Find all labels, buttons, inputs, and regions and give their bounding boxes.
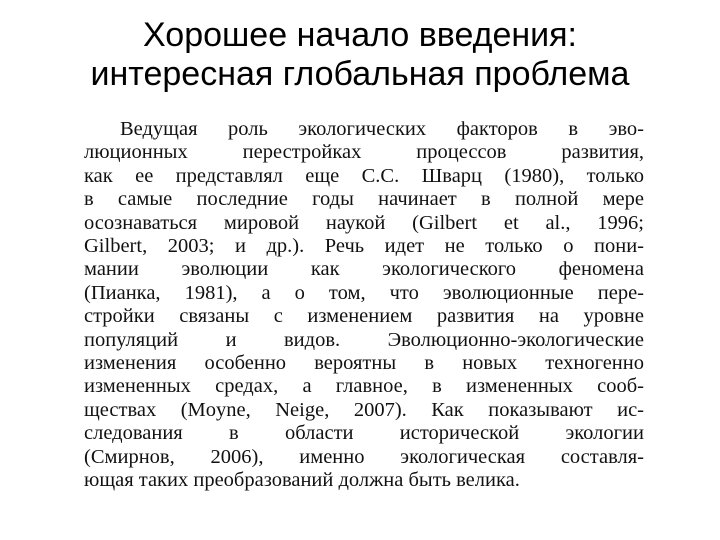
text-line: люционных перестройках процессов развития, bbox=[84, 141, 644, 164]
scanned-text-excerpt bbox=[84, 118, 644, 493]
text-line: измененных средах, а главное, в измененных сооб- bbox=[84, 375, 644, 398]
slide-title bbox=[0, 16, 720, 94]
slide-title-line-1: Хорошее начало введения: bbox=[143, 16, 577, 54]
text-line: изменения особенно вероятны в новых техногенно bbox=[84, 352, 644, 375]
text-line: мании эволюции как экологического феномена bbox=[84, 258, 644, 281]
text-line: ющая таких преобразований должна быть велика. bbox=[84, 469, 520, 492]
text-line: Ведущая роль экологических факторов в эво- bbox=[120, 118, 644, 140]
text-line: (Смирнов, 2006), именно экологическая составля- bbox=[84, 445, 644, 468]
text-line: популяций и видов. Эволюционно-экологические bbox=[84, 328, 644, 351]
text-line: осознаваться мировой наукой (Gilbert et al., 1996; bbox=[84, 211, 644, 234]
text-line: как ее представлял еще С.С. Шварц (1980), только bbox=[84, 164, 644, 187]
text-line: (Пианка, 1981), а о том, что эволюционные пере- bbox=[84, 281, 644, 304]
slide-title-line-2: интересная глобальная проблема bbox=[90, 55, 630, 93]
text-line: следования в области исторической экологии bbox=[84, 422, 644, 445]
text-line: ществах (Moyne, Neige, 2007). Как показывают ис- bbox=[84, 398, 644, 421]
text-line: Gilbert, 2003; и др.). Речь идет не только о пони- bbox=[84, 235, 644, 258]
text-line: стройки связаны с изменением развития на уровне bbox=[84, 305, 644, 328]
text-line: в самые последние годы начинает в полной мере bbox=[84, 188, 644, 211]
